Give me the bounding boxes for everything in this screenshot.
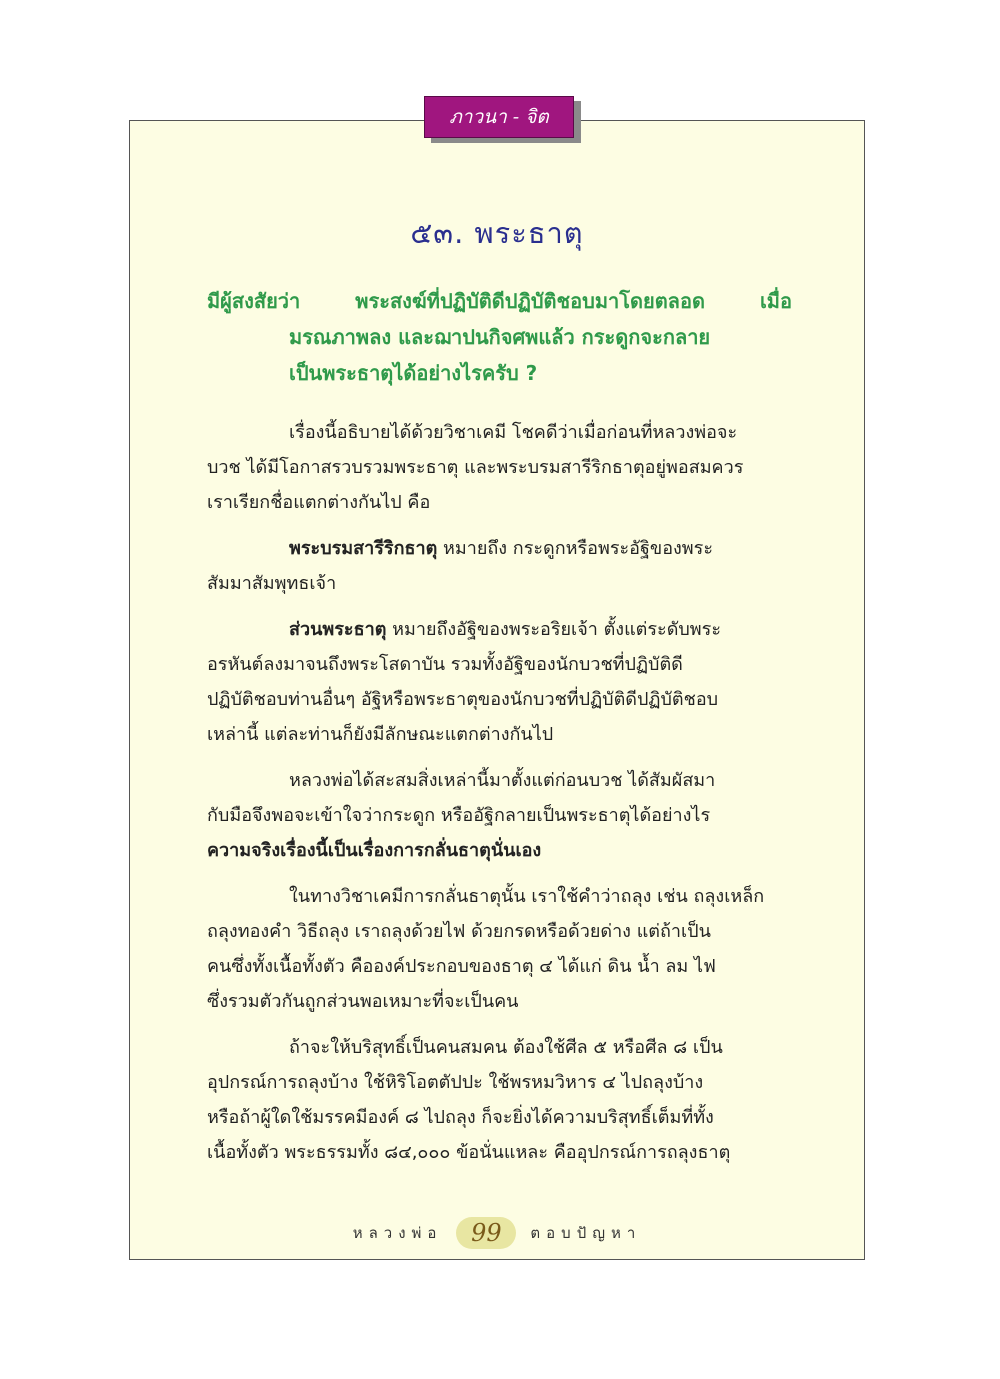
question-line: มีผู้สงสัยว่า พระสงฆ์ที่ปฏิบัติดีปฏิบัติชอบมาโดยตลอด เมื่อ [207, 289, 792, 313]
page-footer [129, 1215, 865, 1251]
text-line: หรือถ้าผู้ใดใช้มรรคมีองค์ ๘ ไปถลุง ก็จะยิ่งได้ความบริสุทธิ์เต็มที่ทั้ง [207, 1107, 714, 1128]
text-line: อุปกรณ์การถลุงบ้าง ใช้หิริโอตตัปปะ ใช้พรหมวิหาร ๔ ไปถลุงบ้าง [207, 1072, 704, 1093]
text-line: ถ้าจะให้บริสุทธิ์เป็นคนสมคน ต้องใช้ศีล ๕ หรือศีล ๘ เป็น [289, 1037, 723, 1058]
text-line: คนซึ่งทั้งเนื้อทั้งตัว คือองค์ประกอบของธาตุ ๔ ได้แก่ ดิน น้ำ ลม ไฟ [207, 956, 716, 977]
footer-left-text: หลวงพ่อ [352, 1224, 443, 1242]
paragraph [207, 1030, 792, 1170]
emphasis-line: ความจริงเรื่องนี้เป็นเรื่องการกลั่นธาตุนั่นเอง [207, 840, 542, 861]
text-line: อรหันต์ลงมาจนถึงพระโสดาบัน รวมทั้งอัฐิของนักบวชที่ปฏิบัติดี [207, 654, 683, 675]
section-tab: ภาวนา - จิต [424, 96, 574, 138]
text-line: เรื่องนี้อธิบายได้ด้วยวิชาเคมี โชคดีว่าเมื่อก่อนที่หลวงพ่อจะ [289, 422, 738, 443]
defined-term: พระบรมสารีริกธาตุ [289, 538, 438, 559]
question-line: เป็นพระธาตุได้อย่างไรครับ ? [289, 361, 538, 385]
paragraph [207, 612, 792, 752]
text-line: เนื้อทั้งตัว พระธรรมทั้ง ๘๔,๐๐๐ ข้อนั่นแหละ คืออุปกรณ์การถลุงธาตุ [207, 1142, 731, 1163]
paragraph [207, 763, 792, 868]
text-line [207, 612, 792, 647]
text-line: ซึ่งรวมตัวกันถูกส่วนพอเหมาะที่จะเป็นคน [207, 991, 519, 1012]
question-line: มรณภาพลง และฌาปนกิจศพแล้ว กระดูกจะกลาย [289, 325, 711, 349]
definition-text: หมายถึง กระดูกหรือพระอัฐิของพระ [437, 538, 714, 559]
page-number: 99 [456, 1217, 516, 1249]
text-line: เราเรียกชื่อแตกต่างกันไป คือ [207, 492, 431, 513]
text-line: สัมมาสัมพุทธเจ้า [207, 573, 337, 594]
text-line: ปฏิบัติชอบท่านอื่นๆ อัฐิหรือพระธาตุของนักบวชที่ปฏิบัติดีปฏิบัติชอบ [207, 689, 719, 710]
text-line: หลวงพ่อได้สะสมสิ่งเหล่านี้มาตั้งแต่ก่อนบวช ได้สัมผัสมา [289, 770, 716, 791]
paragraph [207, 879, 792, 1019]
paragraph [207, 531, 792, 601]
text-line: ในทางวิชาเคมีการกลั่นธาตุนั้น เราใช้คำว่าถลุง เช่น ถลุงเหล็ก [289, 886, 765, 907]
chapter-title: ๕๓. พระธาตุ [410, 216, 584, 250]
answer-body [207, 415, 792, 1181]
text-line: บวช ได้มีโอกาสรวบรวมพระธาตุ และพระบรมสารีริกธาตุอยู่พอสมควร [207, 457, 744, 478]
definition-text: หมายถึงอัฐิของพระอริยเจ้า ตั้งแต่ระดับพระ [386, 619, 722, 640]
text-line: เหล่านี้ แต่ละท่านก็ยังมีลักษณะแตกต่างกันไป [207, 724, 554, 745]
paragraph [207, 415, 792, 520]
question-block [207, 283, 792, 391]
text-line: ถลุงทองคำ วิธีถลุง เราถลุงด้วยไฟ ด้วยกรดหรือด้วยด่าง แต่ถ้าเป็น [207, 921, 711, 942]
text-line: กับมือจึงพอจะเข้าใจว่ากระดูก หรืออัฐิกลายเป็นพระธาตุได้อย่างไร [207, 805, 711, 826]
text-line [207, 531, 792, 566]
footer-right-text: ตอบปัญหา [530, 1224, 642, 1242]
defined-term: ส่วนพระธาตุ [289, 619, 387, 640]
